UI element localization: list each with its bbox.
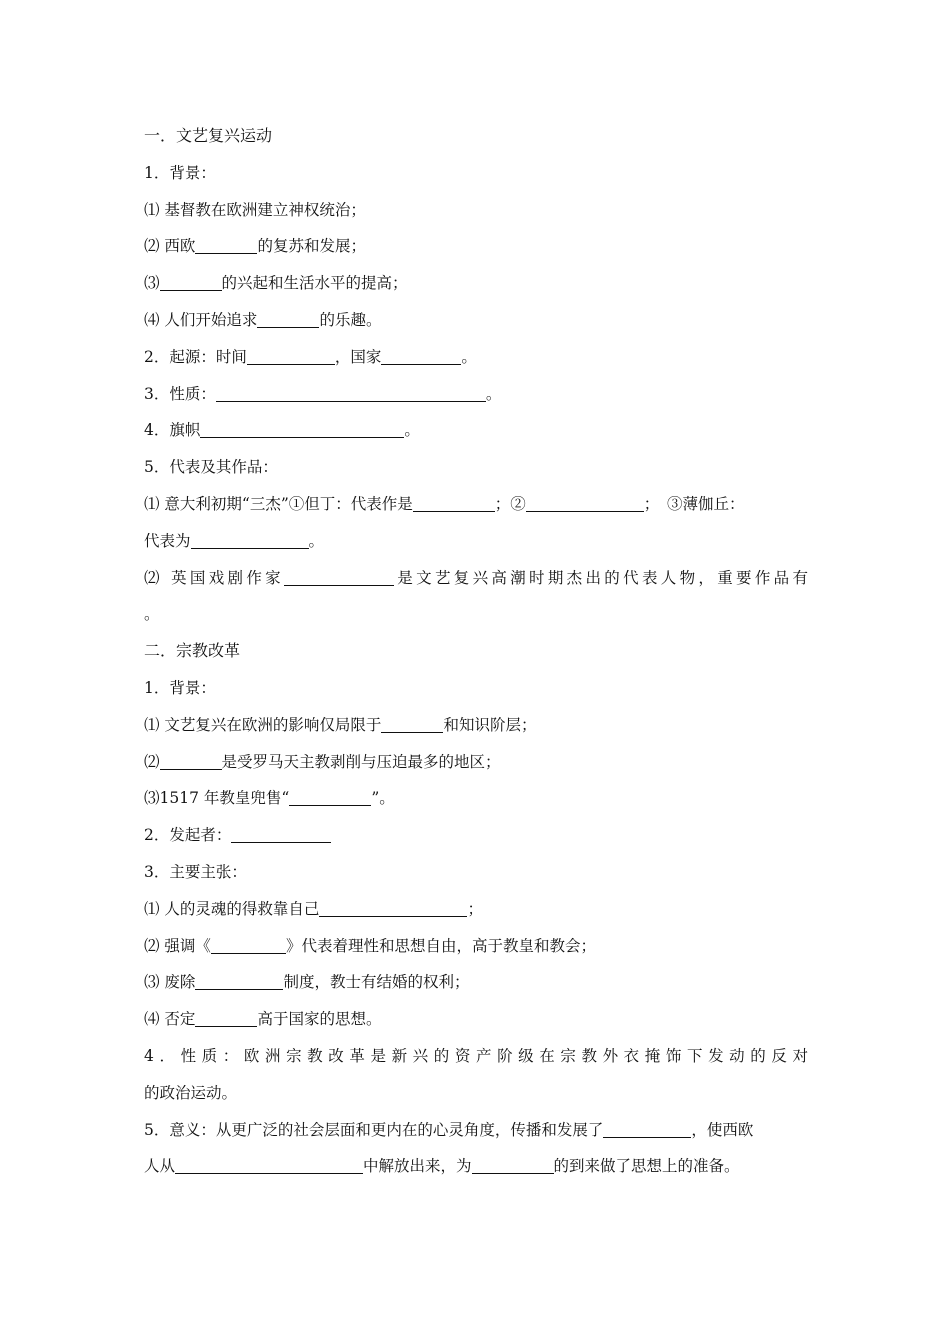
s2-c4: ⑷ 否定 高于国家的思想。 [144, 1010, 382, 1029]
s2-bg3: ⑶1517 年教皇兜售“ ”。 [144, 789, 395, 808]
s1-bg1: ⑴ 基督教在欧洲建立神权统治； [144, 200, 366, 219]
s1-background-label: 1．背景： [144, 163, 216, 182]
s2-background-label: 1．背景： [144, 678, 216, 697]
section2-title: 二．宗教改革 [144, 641, 241, 661]
blank [195, 235, 257, 254]
s1-bg4: ⑷ 人们开始追求 的乐趣。 [144, 310, 382, 329]
section1-title: 一．文艺复兴运动 [144, 126, 273, 145]
s2-significance: 5．意义：从更广泛的社会层面和更内在的心灵角度，传播和发展了 ，使西欧 [144, 1120, 754, 1139]
blank [381, 714, 443, 733]
s2-c2: ⑵ 强调《 》代表着理性和思想自由，高于教皇和教会； [144, 936, 596, 955]
blank [247, 346, 335, 365]
blank [413, 493, 495, 512]
blank [257, 309, 319, 328]
blank [160, 751, 222, 770]
s1-reps1: ⑴ 意大利初期“三杰”①但丁：代表作是 ；② ； ③薄伽丘： [144, 494, 745, 513]
blank [216, 383, 486, 402]
blank [195, 971, 283, 990]
s1-reps2: ⑵ 英国戏剧作家 是文艺复兴高潮时期杰出的代表人物，重要作品有 [144, 568, 808, 587]
s2-initiator: 2．发起者： [144, 817, 808, 854]
blank [284, 567, 394, 586]
blank [195, 1008, 257, 1027]
blank [231, 824, 331, 843]
s2-nature-cont: 的政治运动。 [144, 1083, 238, 1102]
s1-reps-label: 5．代表及其作品： [144, 458, 278, 477]
s2-bg1: ⑴ 文艺复兴在欧洲的影响仅局限于 和知识阶层； [144, 715, 537, 734]
worksheet [144, 118, 808, 1185]
blank [191, 530, 309, 549]
s2-bg2: ⑵ 是受罗马天主教剥削与压迫最多的地区； [144, 752, 501, 771]
s2-claims-label: 3．主要主张： [144, 862, 247, 881]
blank [175, 1155, 363, 1174]
s1-banner: 4．旗帜 。 [144, 421, 420, 440]
s1-nature: 3．性质： 。 [144, 384, 502, 403]
blank [603, 1119, 691, 1138]
s2-significance-cont: 人从 中解放出来，为 的到来做了思想上的准备。 [144, 1157, 740, 1176]
blank [526, 493, 644, 512]
s2-nature: 4．性质：欧洲宗教改革是新兴的资产阶级在宗教外衣掩饰下发动的反对 [144, 1046, 808, 1065]
s1-bg3: ⑶ 的兴起和生活水平的提高； [144, 274, 408, 293]
s1-origin: 2．起源：时间 ，国家 。 [144, 347, 477, 366]
blank [381, 346, 461, 365]
blank [160, 272, 222, 291]
blank [472, 1155, 554, 1174]
s2-c3: ⑶ 废除 制度，教士有结婚的权利； [144, 973, 470, 992]
blank [289, 787, 371, 806]
s2-c1: ⑴ 人的灵魂的得救靠自己 ； [144, 899, 483, 918]
s1-reps1-cont: 代表为 。 [144, 531, 325, 550]
s1-bg2: ⑵ 西欧 的复苏和发展； [144, 237, 366, 256]
blank [211, 935, 286, 954]
s1-reps2-cont: 。 [144, 605, 160, 624]
blank [200, 419, 404, 438]
blank [319, 898, 467, 917]
